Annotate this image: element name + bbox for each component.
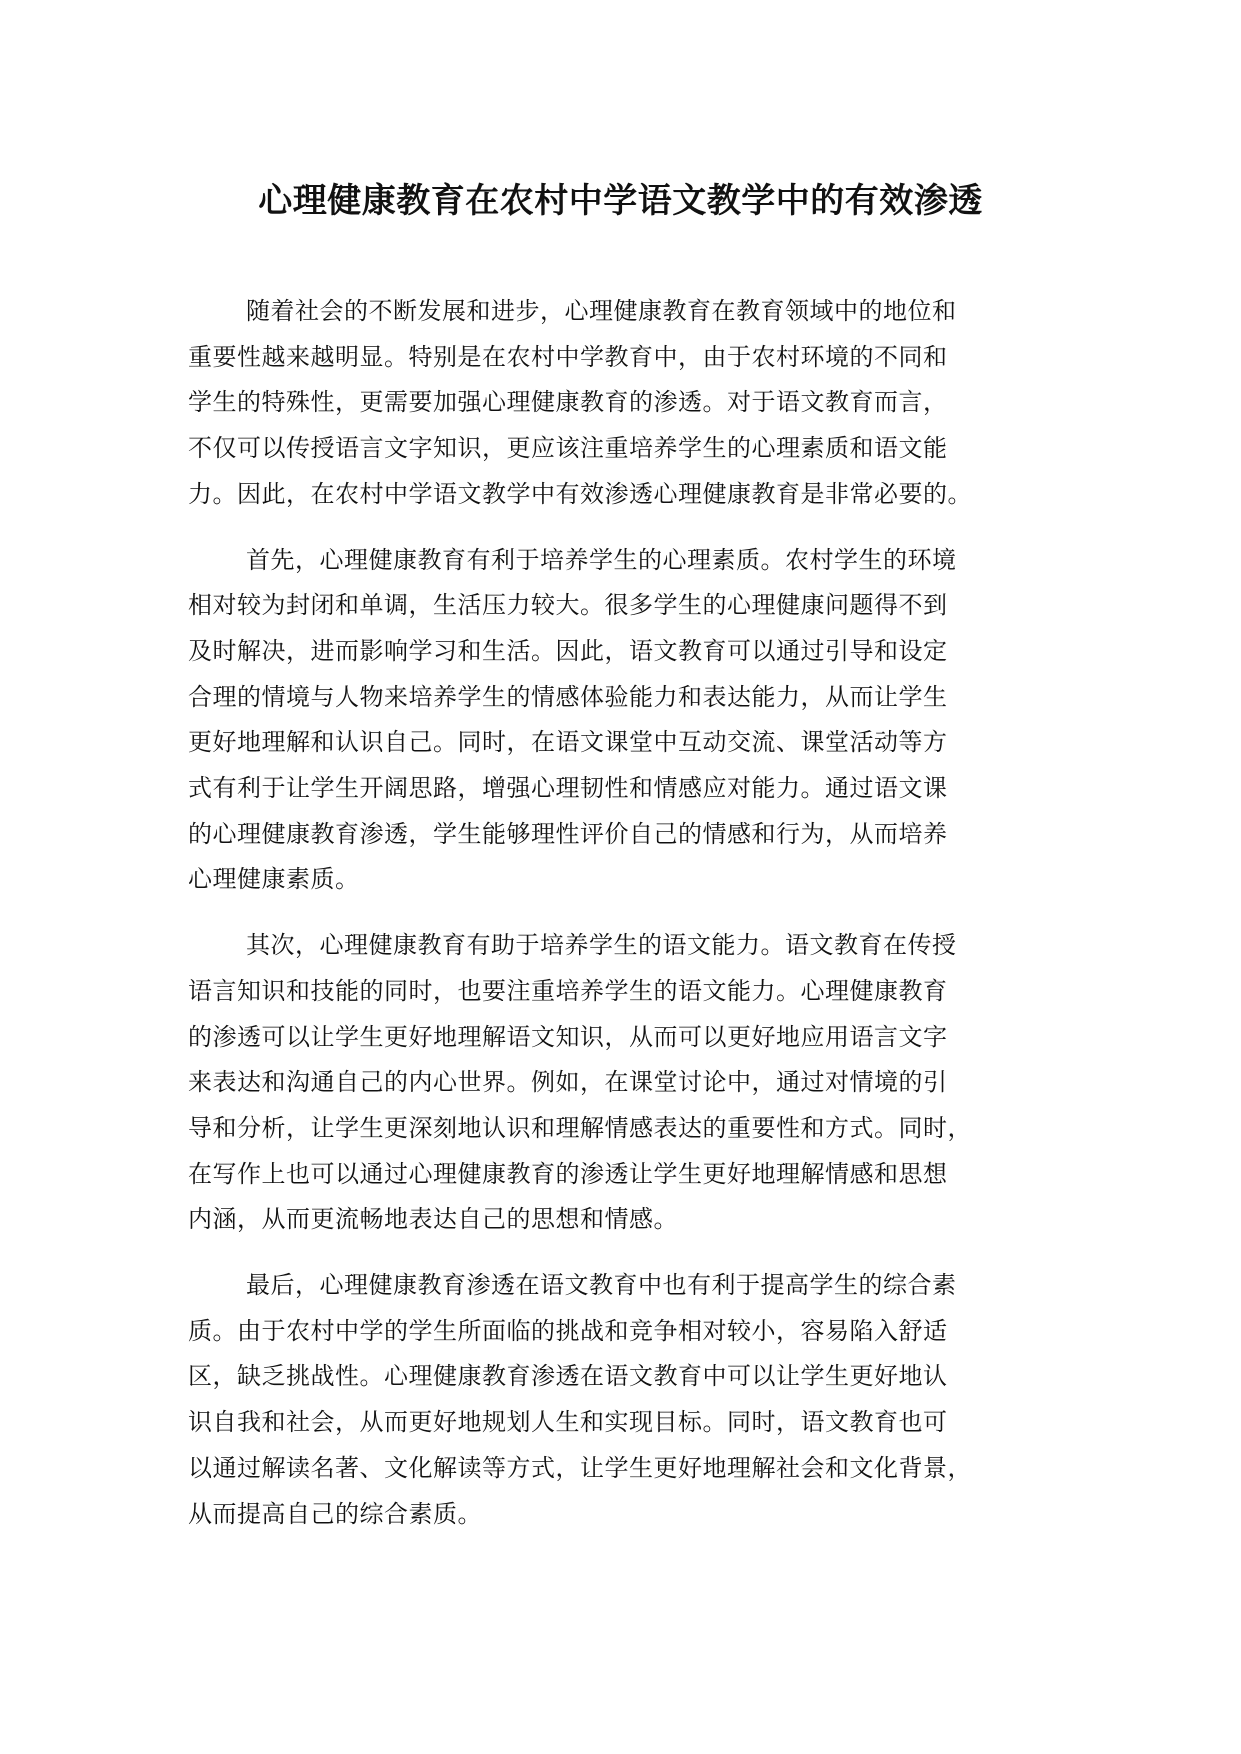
text-line: 区，缺乏挑战性。心理健康教育渗透在语文教育中可以让学生更好地认 bbox=[188, 1362, 948, 1391]
text-line: 最后，心理健康教育渗透在语文教育中也有利于提高学生的综合素 bbox=[246, 1271, 957, 1300]
text-line: 学生的特殊性，更需要加强心理健康教育的渗透。对于语文教育而言， bbox=[188, 388, 948, 417]
text-line: 随着社会的不断发展和进步，心理健康教育在教育领域中的地位和 bbox=[246, 297, 957, 325]
text-line: 重要性越来越明显。特别是在农村中学教育中，由于农村环境的不同和 bbox=[188, 342, 948, 371]
paragraph-1 bbox=[188, 289, 1068, 518]
text-line: 其次，心理健康教育有助于培养学生的语文能力。语文教育在传授 bbox=[246, 931, 957, 960]
text-line: 内涵，从而更流畅地表达自己的思想和情感。 bbox=[188, 1205, 678, 1234]
text-line: 首先，心理健康教育有利于培养学生的心理素质。农村学生的环境 bbox=[246, 545, 957, 574]
document-title: 心理健康教育在农村中学语文教学中的有效渗透 bbox=[258, 181, 983, 221]
text-line: 识自我和社会，从而更好地规划人生和实现目标。同时，语文教育也可 bbox=[188, 1408, 948, 1437]
text-line: 来表达和沟通自己的内心世界。例如，在课堂讨论中，通过对情境的引 bbox=[188, 1068, 948, 1097]
document-body bbox=[188, 289, 1068, 1557]
text-line: 语言知识和技能的同时，也要注重培养学生的语文能力。心理健康教育 bbox=[188, 976, 948, 1005]
text-line: 式有利于让学生开阔思路，增强心理韧性和情感应对能力。通过语文课 bbox=[188, 774, 948, 803]
paragraph-2 bbox=[188, 538, 1068, 904]
text-line: 的心理健康教育渗透，学生能够理性评价自己的情感和行为，从而培养 bbox=[188, 819, 948, 848]
text-line: 导和分析，让学生更深刻地认识和理解情感表达的重要性和方式。同时， bbox=[188, 1113, 972, 1142]
text-line: 质。由于农村中学的学生所面临的挑战和竞争相对较小，容易陷入舒适 bbox=[188, 1316, 948, 1345]
text-line: 相对较为封闭和单调，生活压力较大。很多学生的心理健康问题得不到 bbox=[188, 591, 948, 620]
text-line: 及时解决，进而影响学习和生活。因此，语文教育可以通过引导和设定 bbox=[188, 636, 948, 665]
text-line: 在写作上也可以通过心理健康教育的渗透让学生更好地理解情感和思想 bbox=[188, 1159, 948, 1188]
text-line: 心理健康素质。 bbox=[188, 865, 360, 894]
text-line: 更好地理解和认识自己。同时，在语文课堂中互动交流、课堂活动等方 bbox=[188, 728, 948, 757]
text-line: 不仅可以传授语言文字知识，更应该注重培养学生的心理素质和语文能 bbox=[188, 434, 948, 463]
text-line: 以通过解读名著、文化解读等方式，让学生更好地理解社会和文化背景， bbox=[188, 1453, 972, 1482]
text-line: 力。因此，在农村中学语文教学中有效渗透心理健康教育是非常必要的。 bbox=[188, 479, 972, 508]
text-line: 合理的情境与人物来培养学生的情感体验能力和表达能力，从而让学生 bbox=[188, 682, 948, 711]
paragraph-3 bbox=[188, 923, 1068, 1243]
paragraph-4 bbox=[188, 1263, 1068, 1537]
text-line: 的渗透可以让学生更好地理解语文知识，从而可以更好地应用语言文字 bbox=[188, 1022, 948, 1051]
text-line: 从而提高自己的综合素质。 bbox=[188, 1499, 482, 1528]
